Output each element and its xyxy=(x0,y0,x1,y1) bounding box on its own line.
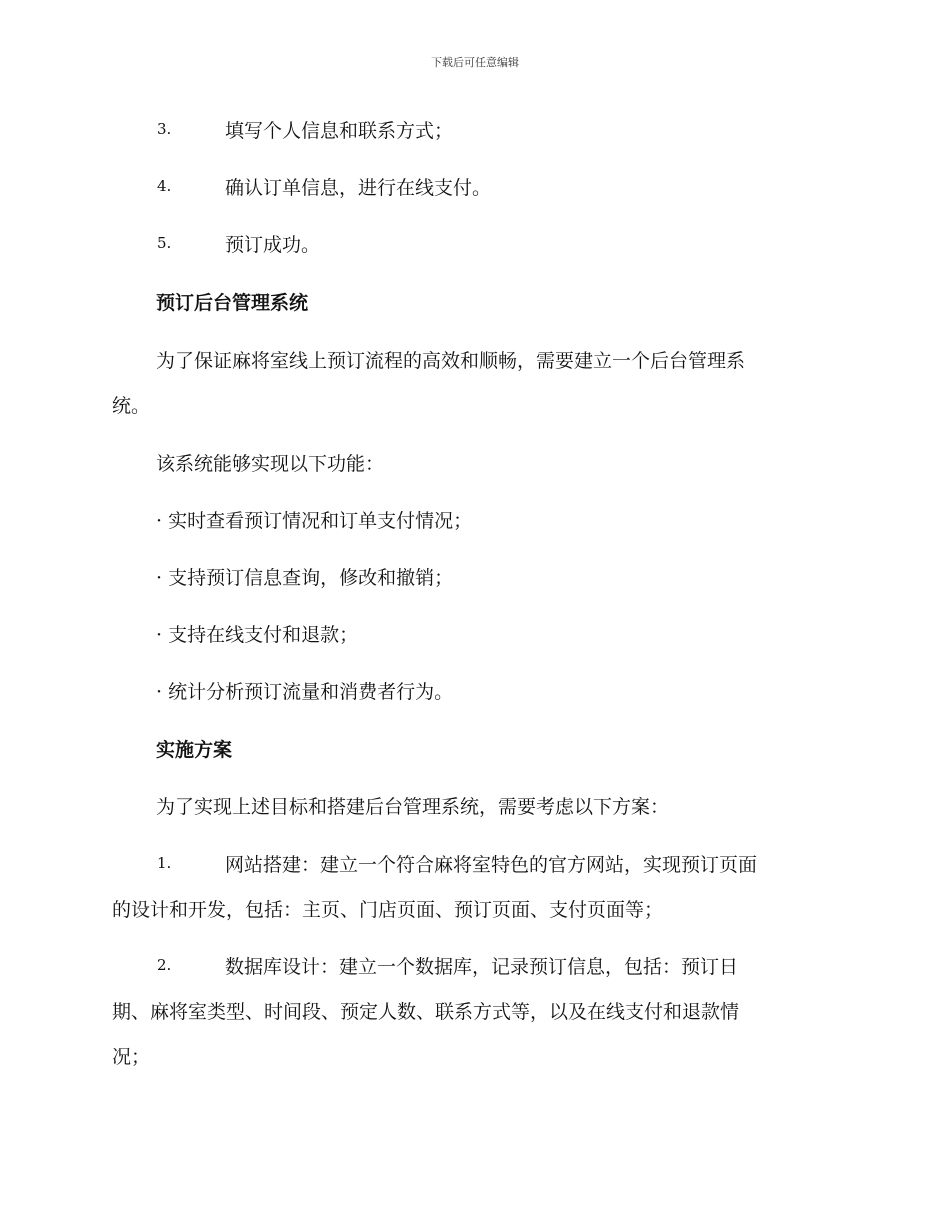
list-number: 1. xyxy=(157,854,172,872)
paragraph-line: 为了保证麻将室线上预订流程的高效和顺畅，需要建立一个后台管理系 xyxy=(156,350,746,372)
step-number: 4. xyxy=(157,177,172,195)
paragraph-line: 为了实现上述目标和搭建后台管理系统，需要考虑以下方案： xyxy=(156,796,670,818)
bullet-item: · 实时查看预订情况和订单支付情况； xyxy=(156,510,473,532)
paragraph-line: 统。 xyxy=(112,395,151,417)
list-number: 2. xyxy=(157,956,172,974)
step-number: 5. xyxy=(157,234,172,252)
bullet-item: · 支持在线支付和退款； xyxy=(156,624,359,646)
section-heading: 预订后台管理系统 xyxy=(156,292,309,314)
bullet-item: · 支持预订信息查询，修改和撤销； xyxy=(156,567,454,589)
list-item-line: 网站搭建：建立一个符合麻将室特色的官方网站，实现预订页面 xyxy=(225,854,758,876)
step-number: 3. xyxy=(157,120,172,138)
list-item-line: 数据库设计：建立一个数据库，记录预订信息，包括：预订日 xyxy=(225,956,739,978)
paragraph-line: 该系统能够实现以下功能： xyxy=(156,453,385,475)
bullet-item: · 统计分析预订流量和消费者行为。 xyxy=(156,681,454,703)
list-item-line: 期、麻将室类型、时间段、预定人数、联系方式等，以及在线支付和退款情 xyxy=(112,1001,740,1023)
step-text: 预订成功。 xyxy=(225,234,321,256)
page-header: 下载后可任意编辑 xyxy=(431,56,519,69)
list-item-line: 的设计和开发，包括：主页、门店页面、预订页面、支付页面等； xyxy=(112,899,664,921)
section-heading: 实施方案 xyxy=(156,739,233,761)
list-item-line: 况； xyxy=(112,1046,151,1068)
step-text: 填写个人信息和联系方式； xyxy=(225,120,454,142)
step-text: 确认订单信息，进行在线支付。 xyxy=(225,177,492,199)
